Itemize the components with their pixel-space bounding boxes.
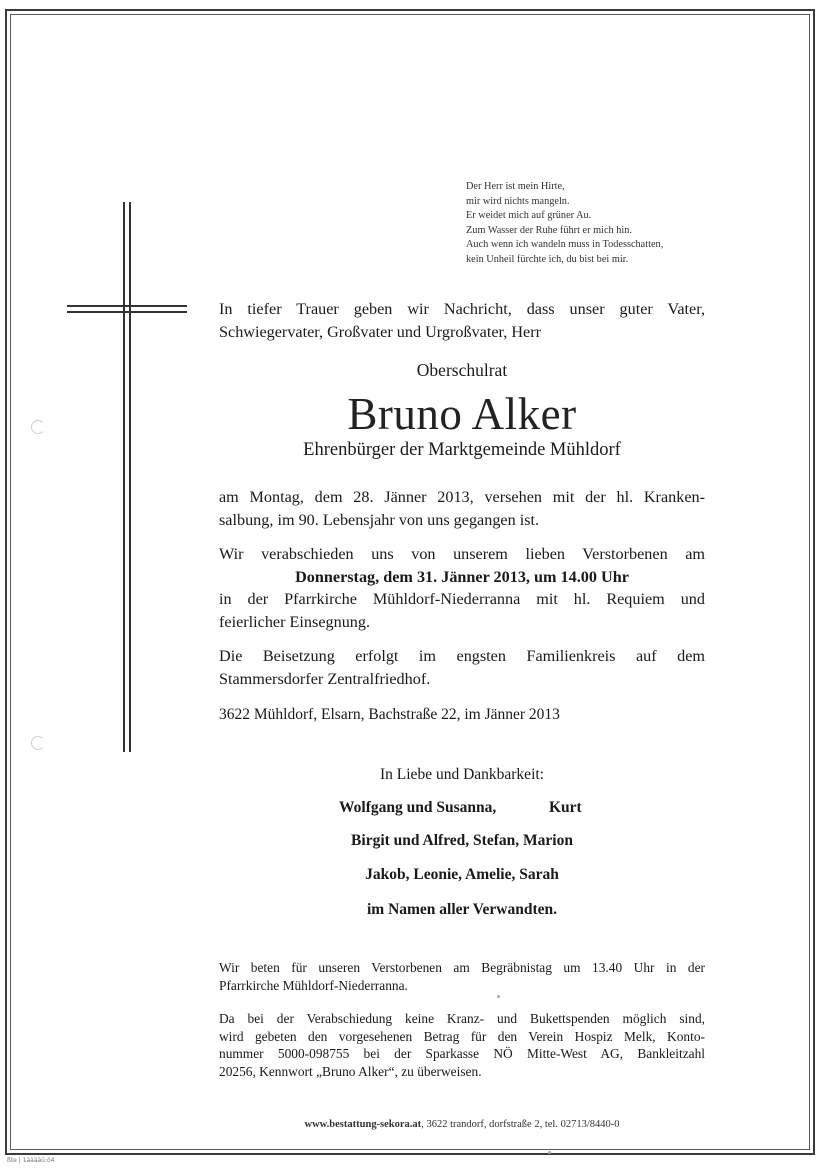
family-name: im Namen aller Verwandten.: [366, 901, 557, 918]
psalm-line: Der Herr ist mein Hirte,: [466, 181, 565, 192]
funeral-date: Donnerstag, dem 31. Jänner 2013, um 14.00 Uhr: [295, 567, 629, 586]
burial-line: Stammersdorfer Zentralfriedhof.: [219, 669, 431, 688]
undertaker-footer: [219, 1119, 705, 1130]
family-name: Birgit und Alfred, Stefan, Marion: [351, 832, 573, 849]
undertaker-address: , 3622 trandorf, dorfstraße 2, tel. 02713/8440-0: [421, 1119, 620, 1130]
donation-line: nummer 5000-098755 bei der Sparkasse NÖ Mitte-West AG, Bankleitzahl: [219, 1046, 705, 1062]
donation-line: 20256, Kennwort „Bruno Alker“, zu überweisen.: [219, 1064, 482, 1080]
intro-line: Schwiegervater, Großvater und Urgroßvater, Herr: [219, 322, 542, 341]
paper-speck: [548, 1151, 551, 1154]
paper-speck: [497, 995, 500, 998]
death-notice: [219, 486, 705, 531]
psalm-line: Er weidet mich auf grüner Au.: [466, 210, 592, 222]
death-line: am Montag, dem 28. Jänner 2013, versehen mit der hl. Kranken-: [219, 488, 705, 506]
print-mark: ßte | 1ääääü:ö4: [7, 1157, 55, 1164]
intro-line: In tiefer Trauer geben wir Nachricht, dass unser guter Vater,: [219, 300, 705, 318]
family-name: Jakob, Leonie, Amelie, Sarah: [365, 866, 559, 883]
psalm-line: kein Unheil fürchte ich, du bist bei mir.: [466, 253, 629, 265]
psalm-verse: [466, 180, 663, 268]
punch-hole-mark: [31, 420, 45, 434]
family-name: Wolfgang und Susanna,: [339, 799, 497, 816]
farewell-line: feierlicher Einsegnung.: [219, 612, 371, 631]
deceased-name: Bruno Alker: [347, 389, 577, 439]
address-line: 3622 Mühldorf, Elsarn, Bachstraße 22, im Jänner 2013: [219, 706, 560, 723]
prayer-notice: [219, 959, 705, 994]
psalm-line: mir wird nichts mangeln.: [466, 195, 570, 207]
burial-line: Die Beisetzung erfolgt im engsten Familienkreis auf dem: [219, 647, 705, 665]
psalm-line: Zum Wasser der Ruhe führt er mich hin.: [466, 224, 632, 236]
academic-title: Oberschulrat: [416, 360, 508, 380]
death-line: salbung, im 90. Lebensjahr von uns gegangen ist.: [219, 510, 540, 529]
donation-line: Da bei der Verabschiedung keine Kranz- und Bukettspenden möglich sind,: [219, 1011, 705, 1026]
honorary-title: Ehrenbürger der Marktgemeinde Mühldorf: [303, 440, 621, 460]
family-name: Kurt: [549, 799, 582, 816]
farewell-line: Wir verabschieden uns von unserem lieben Verstorbenen am: [219, 545, 705, 563]
donation-notice: [219, 1010, 705, 1081]
prayer-line: Pfarrkirche Mühldorf-Niederranna.: [219, 977, 408, 993]
undertaker-website: www.bestattung-sekora.at: [304, 1119, 422, 1130]
psalm-line: Auch wenn ich wandeln muss in Todesschatten,: [466, 239, 664, 251]
donation-line: wird gebeten den vorgesehenen Betrag für den Verein Hospiz Melk, Konto-: [219, 1028, 705, 1044]
intro-text: [219, 298, 705, 343]
punch-hole-mark: [31, 736, 45, 750]
thanks-heading: In Liebe und Dankbarkeit:: [380, 766, 544, 783]
burial-notice: [219, 645, 705, 690]
farewell-notice: [219, 543, 705, 633]
farewell-line: in der Pfarrkirche Mühldorf-Niederranna mit hl. Requiem und: [219, 590, 705, 608]
prayer-line: Wir beten für unseren Verstorbenen am Begräbnistag um 13.40 Uhr in der: [219, 960, 705, 975]
